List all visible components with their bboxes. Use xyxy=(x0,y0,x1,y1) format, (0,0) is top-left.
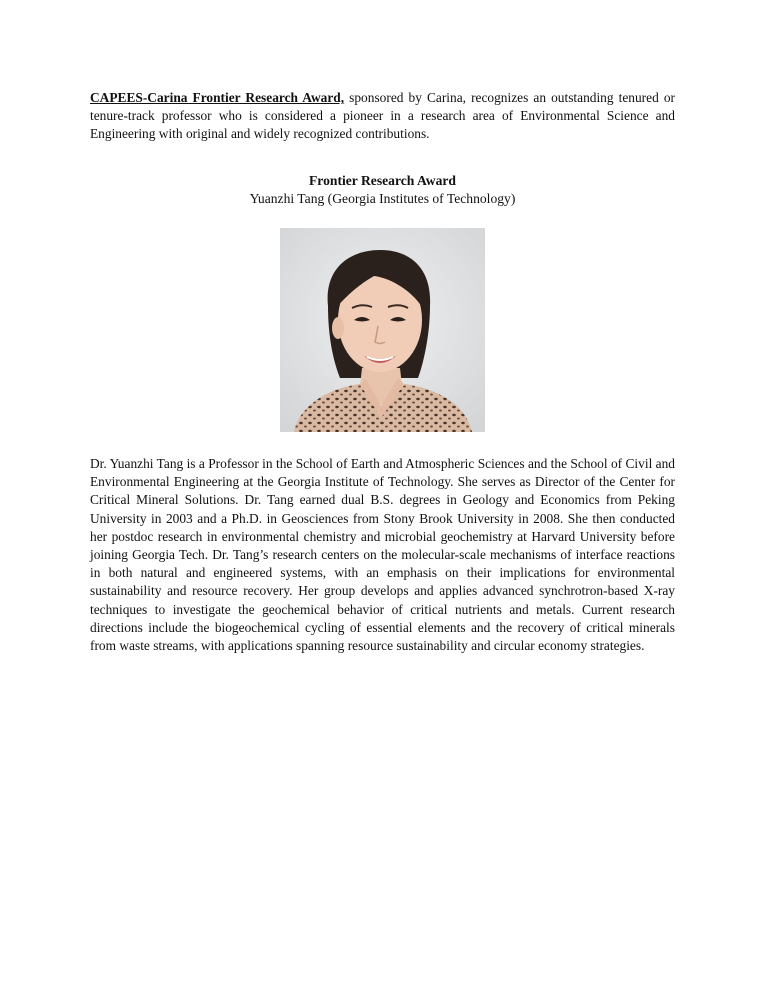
intro-text: sponsored by Carina, recognizes an outstanding tenured or tenure-track professor who is considered a pioneer in a research area of Environmental Science and Engineering with original and widely recognized contributions. xyxy=(90,90,675,142)
award-recipient: Yuanzhi Tang (Georgia Institutes of Technology) xyxy=(249,191,516,206)
bio-paragraph: Dr. Yuanzhi Tang is a Professor in the School of Earth and Atmospheric Sciences and the School of Civil and Environmental Engineering at the Georgia Institute of Technology. She serves as Director of the Center for Critical Mineral Solutions. Dr. Tang earned dual B.S. degrees in Geology and Economics from Peking University in 2003 and a Ph.D. in Geosciences from Stony Brook University in 2008. She then conducted her postdoc research in environmental chemistry and microbial geochemistry at Harvard University before joining Georgia Tech. Dr. Tang’s research centers on the molecular-scale mechanisms of interface reactions in both natural and engineered systems, with an emphasis on their implications for environmental sustainability and resource recovery. Her group develops and applies advanced synchrotron-based X-ray techniques to investigate the geochemical behavior of critical nutrients and metals. Current research directions include the biogeochemical cycling of essential elements and the recovery of critical minerals from waste streams, with applications spanning resource sustainability and circular economy strategies. xyxy=(90,456,675,654)
award-name: CAPEES-Carina Frontier Research Award, xyxy=(90,90,345,105)
recipient-portrait xyxy=(280,228,485,432)
intro-paragraph xyxy=(90,89,675,144)
award-title: Frontier Research Award xyxy=(309,173,456,188)
